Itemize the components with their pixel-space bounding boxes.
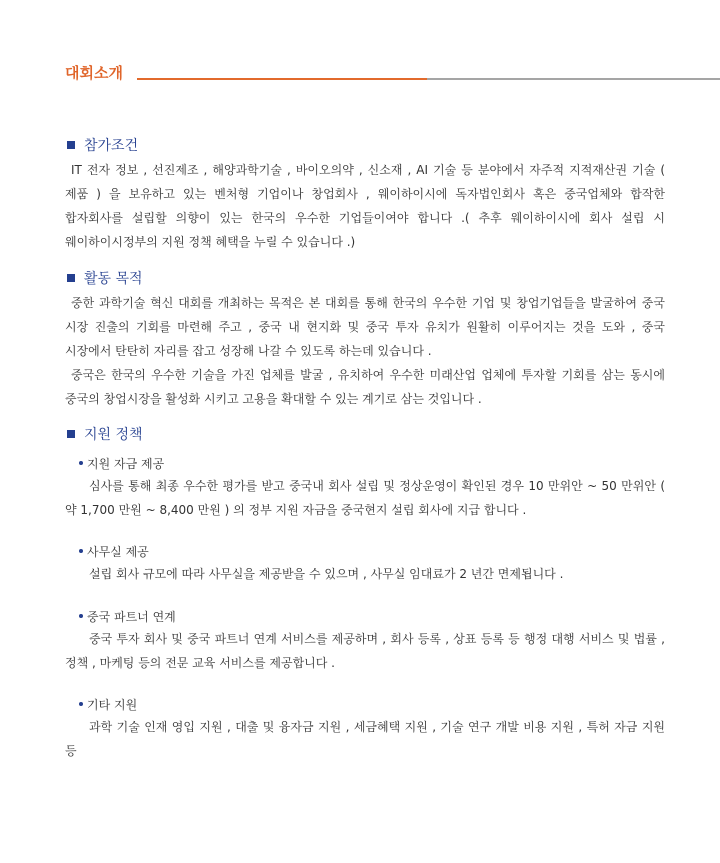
support-item-office	[65, 540, 665, 586]
dot-bullet-icon	[79, 461, 83, 465]
support-item-heading	[79, 452, 665, 474]
section-heading	[65, 134, 665, 156]
dot-bullet-icon	[79, 549, 83, 553]
support-item-text: 중국 투자 회사 및 중국 파트너 연계 서비스를 제공하며 , 회사 등록 , 상표 등록 등 행정 대행 서비스 및 법률 , 정책 , 마케팅 등의 전문 교육 서비스를 제공합니다 .	[65, 632, 665, 670]
header-rule-gray	[427, 78, 720, 80]
support-item-heading	[79, 540, 665, 562]
dot-bullet-icon	[79, 614, 83, 618]
square-bullet-icon	[67, 430, 75, 438]
purpose-text-2: 중국은 한국의 우수한 기술을 가진 업체를 발굴 , 유치하여 우수한 미래산업 업체에 투자할 기회를 삼는 동시에 중국의 창업시장을 활성화 시키고 고용을 확대할 수 있는 계기로 삼는 것입니다 .	[65, 368, 665, 406]
support-item-title: 지원 자금 제공	[87, 456, 165, 471]
section-title-participation: 참가조건	[84, 138, 139, 154]
support-item-funding	[65, 452, 665, 522]
support-item-text: 설립 회사 규모에 따라 사무실을 제공받을 수 있으며 , 사무실 임대료가 2 년간 면제됩니다 .	[89, 567, 564, 581]
support-item-text: 과학 기술 인재 영입 지원 , 대출 및 융자금 지원 , 세금혜택 지원 , 기술 연구 개발 비용 지원 , 특허 자금 지원 등	[65, 720, 665, 758]
support-item-text: 심사를 통해 최종 우수한 평가를 받고 중국내 회사 설립 및 정상운영이 확인된 경우 10 만위안 ~ 50 만위안 ( 약 1,700 만원 ~ 8,400 만원 ) 의 정부 지원 자금을 중국현지 설립 회사에 지급 합니다 .	[65, 479, 665, 517]
section-heading	[65, 423, 665, 445]
page-header	[65, 62, 720, 86]
section-participation	[65, 134, 665, 254]
support-item-title: 기타 지원	[87, 697, 138, 712]
square-bullet-icon	[67, 141, 75, 149]
section-title-purpose: 활동 목적	[84, 271, 143, 287]
dot-bullet-icon	[79, 702, 83, 706]
support-item-partner	[65, 605, 665, 675]
square-bullet-icon	[67, 274, 75, 282]
section-heading	[65, 267, 665, 289]
support-item-heading	[79, 605, 665, 627]
section-support	[65, 423, 665, 445]
support-item-heading	[79, 693, 665, 715]
support-item-title: 중국 파트너 연계	[87, 609, 176, 624]
purpose-text-1: 중한 과학기술 혁신 대회를 개최하는 목적은 본 대회를 통해 한국의 우수한 기업 및 창업기업들을 발굴하여 중국 시장 진출의 기회를 마련해 주고 , 중국 내 현지화 및 중국 투자 유치가 원활히 이루어지는 것을 도와 , 중국 시장에서 탄탄히 자리를 잡고 성장해 나갈 수 있도록 하는데 있습니다 .	[65, 296, 665, 358]
page-title: 대회소개	[65, 64, 123, 82]
section-purpose	[65, 267, 665, 411]
section-title-support: 지원 정책	[84, 427, 143, 443]
participation-text: IT 전자 정보 , 선진제조 , 해양과학기술 , 바이오의약 , 신소재 , AI 기술 등 분야에서 자주적 지적재산권 기술 ( 제품 ) 을 보유하고 있는 벤처형 기업이나 창업회사 , 웨이하이시에 독자법인회사 혹은 중국업체와 합작한 합자회사를 설립할 의향이 있는 한국의 우수한 기업들이여야 합니다 .( 추후 웨이하이시에 회사 설립 시 웨이하이시정부의 지원 정책 혜택을 누릴 수 있습니다 .)	[65, 163, 665, 249]
support-item-other	[65, 693, 665, 763]
support-item-title: 사무실 제공	[87, 544, 149, 559]
header-rule-accent	[137, 78, 427, 80]
